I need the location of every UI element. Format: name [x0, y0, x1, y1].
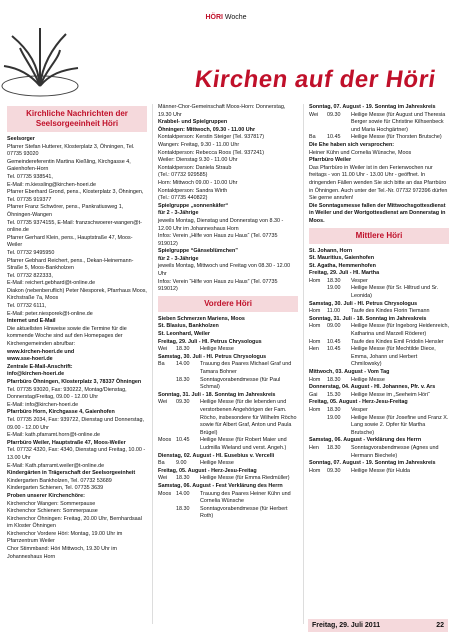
- service-description: Heilige Messe: [351, 376, 385, 383]
- service-location: Gai: [309, 391, 318, 398]
- text-heading: Pfarrbüro Öhningen, Klosterplatz 3, 78337 Öhningen: [7, 379, 142, 385]
- text-heading: Sonntag, 31. Juli - 18. Sonntag im Jahreskreis: [309, 315, 427, 322]
- masthead-brand: HÖRI: [205, 14, 223, 21]
- text-line: Kindergarten Schienen, Tel. 07735 3639: [7, 485, 104, 492]
- service-description: Heilige Messe (für Sr. Hiltrud und Sr. Leonida): [351, 285, 439, 300]
- text-heading: Samstag, 06. August - Fest Verklärung des Herrn: [158, 482, 283, 489]
- service-row: [309, 323, 449, 338]
- text-heading: Samstag, 30. Juli - Hl. Petrus Chrysologus: [309, 300, 418, 307]
- service-time: 15.30: [327, 391, 341, 398]
- text-heading: Spielgruppe “Gänseblümchen”: [158, 248, 238, 255]
- service-location: Hom: [309, 376, 321, 383]
- text-line: Pfarrer Eberhard Grond, pens., Klosterplatz 3, Öhningen, Tel. 07735 919377: [7, 189, 144, 203]
- text-heading: Samstag, 30. Juli - Hl. Petrus Chrysologus: [158, 353, 267, 360]
- service-description: Taufe des Kindes Emil Fridolin Hensler: [351, 338, 444, 345]
- column-2: [158, 104, 298, 521]
- text-heading: Freitag, 29. Juli - Hl. Petrus Chrysologus: [158, 338, 262, 345]
- text-heading: Freitag, 05. August - Herz-Jesu-Freitag: [309, 399, 408, 406]
- text-heading: Donnerstag, 04. August - Hl. Johannes, Pfr. v. Ars: [309, 384, 436, 391]
- text-line: Infos: Verein „Hilfe von Haus zu Haus“ (Tel. 07735 919012): [158, 233, 278, 247]
- column-3-body: [309, 248, 449, 476]
- text-heading: Samstag, 06. August - Verklärung des Herrn: [309, 437, 422, 444]
- service-location: [309, 415, 327, 438]
- text-heading: Sonntag, 07. August - 19. Sonntag im Jahreskreis: [309, 460, 436, 467]
- service-time: 09.30: [176, 399, 190, 406]
- service-location: Hom: [309, 467, 321, 474]
- text-line: Männer-Chor-Gemeinschaft Moos-Horn: Donnerstag, 19.30 Uhr: [158, 104, 286, 118]
- text-heading: für 2 - 3-Jährige: [158, 210, 199, 217]
- text-line: Heiner Kühn und Cornelia Wünsche, Moos: [309, 149, 412, 156]
- text-line: Gemeindereferentin Martina Kießling, Kirchgasse 4, Gaienhofen-Horn: [7, 158, 131, 173]
- text-line: E-Mail: Kath.pfarramt.weiler@t-online.de: [7, 462, 105, 469]
- text-heading: Zentrale E-Mail-Anschrift:: [7, 363, 73, 370]
- service-description: Heilige Messe im „Seeheim Höri“: [351, 391, 430, 398]
- service-description: Heilige Messe (für Emma Riedmüller): [200, 475, 290, 482]
- text-line: Tel. 07735 2034, Fax: 939722, Dienstag und Donnerstag, 09.00 - 12.00 Uhr: [7, 416, 144, 431]
- text-heading: Seelsorger: [7, 136, 35, 142]
- masthead: [0, 14, 452, 21]
- service-location: Moos: [158, 490, 172, 497]
- masthead-section: Woche: [224, 14, 247, 21]
- service-description: Heilige Messe (für die lebenden und verstorbenen Angehörigen der Fam. Röcho, insbesondere für Wilhelm Röcho sowie für Albert Graf, Anton und Paula Brügel): [200, 399, 297, 436]
- service-time: 18.30: [327, 406, 341, 413]
- text-heading: für 2 - 3-Jährige: [158, 255, 199, 262]
- service-location: Hom: [309, 308, 321, 315]
- service-location: Wei: [158, 346, 168, 353]
- service-row: [309, 407, 449, 415]
- service-row: [158, 460, 298, 468]
- text-heading: www.kirchen-hoeri.de und: [7, 348, 75, 355]
- text-line: Tel. 07735 938541,: [7, 173, 53, 180]
- service-row: [309, 278, 449, 286]
- text-line: Tel. 07732 822333,: [7, 272, 53, 279]
- service-location: Hen: [309, 444, 319, 451]
- column-3: [309, 104, 449, 475]
- text-line: Kontaktperson: Rebecca Roos (Tel. 937241): [158, 149, 265, 156]
- service-time: 09.30: [327, 467, 341, 474]
- service-row: [309, 308, 449, 316]
- column-2-body: [158, 316, 298, 521]
- service-description: Heilige Messe (für Josefine und Franz X. Lang sowie 2. Opfer für Martha Brutsche): [351, 414, 449, 436]
- service-location: Hen: [309, 346, 319, 353]
- text-heading: St. Johann, Horn: [309, 247, 353, 254]
- text-line: Pfarrer Franz Schwörer, pens., Pankratiusweg 1, Öhningen-Wangen: [7, 204, 124, 218]
- text-line: E-Mail: m.kiessling@kirchen-hoeri.de: [7, 181, 97, 188]
- text-heading: Sieben Schmerzen Mariens, Moos: [158, 315, 245, 322]
- text-heading: Dienstag, 02. August - Hl. Eusebius v. Vercelli: [158, 452, 275, 459]
- page-title: Kirchen auf der Höri: [193, 66, 438, 93]
- service-row: [309, 392, 449, 400]
- service-row: [158, 377, 298, 392]
- text-heading: Freitag, 29. Juli - Hl. Martha: [309, 270, 380, 277]
- footer-page-number: 22: [436, 622, 444, 629]
- service-description: Sonntagvorabendmesse (für Paul Schmal): [200, 376, 281, 391]
- text-heading: Pfarrbüro Weiler: [309, 157, 352, 164]
- text-line: Tel. 07732 4320, Fax: 4340, Dienstag und Freitag, 10.00 - 13.00 Uhr: [7, 447, 146, 461]
- service-location: Hom: [309, 406, 321, 413]
- text-line: Pfarrer Gerhard Klein, pens., Hauptstraße 47, Moos-Weiler: [7, 234, 133, 249]
- text-heading: Internet und E-Mail: [7, 318, 56, 325]
- section-heading-mittlere-hoeri: Mittlere Höri: [309, 228, 449, 244]
- text-line: Kirchenchor Öhningen: Freitag, 20.00 Uhr, Bernhardsaal im Kloster Öhningen: [7, 515, 142, 530]
- text-heading: Öhningen: Mittwoch, 09.30 - 11.00 Uhr: [158, 126, 256, 133]
- text-heading: Sonntag, 31. Juli - 18. Sonntag im Jahreskreis: [158, 391, 276, 398]
- service-location: [158, 377, 176, 392]
- service-time: 14.00: [176, 490, 190, 497]
- service-description: Heilige Messe (für Ingeborg Heidenreich, Katharina und Marzell Röderer): [351, 323, 449, 338]
- text-line: E-Mail: reichert.gebhard@t-online.de: [7, 280, 96, 287]
- service-row: [309, 112, 449, 135]
- text-line: (Tel.: 07732 929585): [158, 172, 208, 179]
- text-line: Tel. 07735 9374155, E-Mail: franzschwoerer-wangen@t-online.de: [7, 219, 142, 234]
- text-line: Kontaktperson: Sandra Wirth: [158, 187, 228, 194]
- service-location: Hom: [309, 323, 321, 330]
- text-line: E-Mail: kath.pfarramt.horn@t-online.de: [7, 432, 100, 439]
- column-1: [7, 104, 147, 561]
- service-row: [158, 361, 298, 376]
- text-heading: St. Mauritius, Gaienhofen: [309, 255, 374, 262]
- text-heading: www.sse-hoeri.de: [7, 356, 53, 363]
- service-time: 09.00: [327, 323, 341, 330]
- text-heading: Die Sonntagsmesse fallen der Mittwochsgottesdienst in Weiler und der Wortgottesdienst am Donnerstag in Moos.: [309, 202, 446, 224]
- service-description: Heilige Messe (für Hulda: [351, 467, 411, 474]
- text-line: E-Mail: info@kirchen-hoeri.de: [7, 401, 79, 408]
- service-location: Ba: [309, 134, 316, 141]
- text-heading: St. Leonhard, Weiler: [158, 331, 211, 338]
- text-line: Wangen: Freitag, 9.30 - 11.00 Uhr: [158, 141, 240, 148]
- text-heading: St. Agatha, Hemmenhofen: [309, 262, 376, 269]
- service-time: 10.45: [327, 134, 341, 141]
- text-line: Kirchenchor Wangen: Sommerpause: [7, 500, 96, 507]
- text-line: Kindergarten Bankholzen, Tel. 07732 53689: [7, 477, 112, 484]
- service-time: 14.00: [176, 361, 190, 368]
- service-row: [309, 346, 449, 369]
- service-location: Ba: [158, 460, 165, 467]
- service-row: [309, 377, 449, 385]
- text-line: Diakon (nebenberuflich) Peter Niesporek, Pfarrhaus Moos, Kirchstraße 7a, Moos: [7, 287, 147, 302]
- service-location: [309, 285, 327, 300]
- service-time: 18.30: [327, 444, 341, 451]
- page-footer: [308, 619, 448, 632]
- service-description: Vesper: [351, 277, 368, 284]
- text-line: Pfarrer Stefan Hutterer, Klosterplatz 3, Öhningen, Tel. 07735 93020: [7, 143, 135, 158]
- text-heading: Krabbel- und Spielgruppen: [158, 119, 228, 126]
- text-heading: Freitag, 05. August - Herz-Jesu-Freitag: [158, 467, 257, 474]
- text-line: Tel. 07735 93020, Fax: 930222, Montag/Dienstag, Donnerstag/Freitag, 09.00 - 12.00 Uhr: [7, 386, 127, 401]
- service-location: Wei: [158, 475, 168, 482]
- text-heading: Pfarrbüro Horn, Kirchgasse 4, Gaienhofen: [7, 409, 115, 416]
- text-heading: Proben unserer Kirchenchöre:: [7, 492, 85, 499]
- column-3-top: [309, 104, 449, 226]
- text-line: E-Mail: peter.niesporek@t-online.de: [7, 310, 93, 317]
- service-time: 18.30: [176, 505, 190, 512]
- service-row: [309, 415, 449, 438]
- text-heading: info@kirchen-hoeri.de: [7, 371, 65, 378]
- service-time: 18.30: [176, 346, 190, 353]
- service-row: [309, 445, 449, 460]
- service-description: Vesper: [351, 406, 368, 413]
- service-time: 10.45: [327, 346, 341, 353]
- text-heading: Die Ehe haben sich versprochen:: [309, 141, 395, 148]
- service-location: Moos: [158, 437, 172, 444]
- service-description: Heilige Messe (für Robert Maier und Ludmilla Wieland und verst. Angeh.): [200, 437, 287, 451]
- service-time: 19.00: [327, 285, 341, 292]
- service-row: [158, 491, 298, 506]
- service-row: [158, 506, 298, 521]
- service-description: Heilige Messe (für Mechtilde Diece, Emma, Johann und Herbert Chmilowsky): [351, 346, 436, 368]
- service-location: [158, 506, 176, 521]
- service-time: 09.30: [327, 111, 341, 118]
- text-line: Tel. 07732 6111,: [7, 303, 47, 310]
- text-line: jeweils Montag, Dienstag und Donnerstag von 8.30 - 12.00 Uhr im Johanneshaus Horn: [158, 217, 284, 232]
- service-time: 18.30: [176, 475, 190, 482]
- text-heading: Mittwoch, 03. August - Vom Tag: [309, 369, 390, 375]
- service-time: 10.45: [327, 338, 341, 345]
- section-heading-vordere-hoeri: Vordere Höri: [158, 296, 298, 312]
- service-description: Taufe des Kindes Florin Tiemann: [351, 308, 430, 315]
- service-location: Wei: [309, 111, 319, 118]
- service-row: [309, 468, 449, 476]
- section-heading-seelsorge: Kirchliche Nachrichten der Seelsorgeeinheit Höri: [7, 106, 147, 132]
- service-description: Heilige Messe (für Thorsten Brutsche): [351, 134, 442, 141]
- service-description: Trauung des Paares Heiner Kühn und Cornelia Wünsche: [200, 490, 291, 505]
- service-description: Sonntagvorabendmesse (für Herbert Roth): [200, 505, 288, 520]
- text-heading: Pfarrbüro Weiler, Hauptstraße 47, Moos-Weiler: [7, 439, 126, 446]
- text-line: Kontaktperson: Kerstin Steiger (Tel. 937817): [158, 134, 265, 141]
- text-line: Die aktuellsten Hinweise sowie die Termine für die kommende Woche sind auf den Homepages der Kirchengemeinden abrufbar:: [7, 325, 127, 348]
- text-line: Horn: Mittwoch 09.00 - 10.00 Uhr: [158, 179, 238, 186]
- service-location: Ba: [158, 361, 165, 368]
- text-line: Infos: Verein “Hilfe von Haus zu Haus” (Tel. 07735 919012): [158, 278, 278, 293]
- text-line: Chor Stimmband: Höri Mittwoch, 19.30 Uhr im Johanneshaus Horn: [7, 546, 117, 560]
- text-line: jeweils Montag, Mittwoch und Freitag von 08.30 - 12.00 Uhr: [158, 263, 291, 278]
- service-description: Trauung des Paares Michael Graf und Tamara Bohner: [200, 361, 292, 375]
- text-line: (Tel.: 07735 440822): [158, 195, 208, 202]
- service-description: Heilige Messe: [200, 346, 234, 353]
- column-1-body: [7, 136, 147, 561]
- service-row: [309, 339, 449, 347]
- text-line: Das Pfarrbüro in Weiler ist in den Ferienwochen nur freitags - von 11.00 Uhr - 13.00 Uhr - geöffnet. In dringenden Fällen wenden Sie sich bitte an das Pfarrbüro in Öhningen. Auch unter der Tel.-Nr. 07732 972396 dürfen Sie gerne anrufen!: [309, 164, 448, 202]
- service-row: [158, 475, 298, 483]
- service-time: 10.45: [176, 437, 190, 444]
- service-time: 18.30: [327, 376, 341, 383]
- text-heading: Spielgruppe „sonnenkäfer“: [158, 202, 229, 209]
- text-line: Pfarrer Gebhard Reichert, pens., Dekan-Heinemann-Straße 5, Moos-Bankholzen: [7, 257, 134, 272]
- service-description: Sonntagvorabendmesse (Agnes und Hermann Biechele): [351, 444, 439, 459]
- text-line: Kontaktperson: Daniela Straub: [158, 164, 232, 171]
- service-row: [309, 285, 449, 300]
- service-row: [158, 346, 298, 354]
- service-description: Heilige Messe: [200, 460, 234, 467]
- service-location: Wei: [158, 399, 168, 406]
- service-time: 9.00: [176, 460, 187, 467]
- text-line: Kirchenchor Schienen: Sommerpause: [7, 508, 98, 515]
- service-row: [309, 134, 449, 142]
- service-description: Heilige Messe (für August und Theresia Berger sowie für Christine Kilhsenbeck und Maria Hochgärtner): [351, 111, 446, 133]
- service-row: [158, 399, 298, 437]
- text-line: Weiler: Dienstag 9.30 - 11.00 Uhr: [158, 157, 238, 164]
- service-row: [158, 437, 298, 452]
- text-heading: Kindergärten in Trägerschaft der Seelsorgeeinheit: [7, 470, 136, 477]
- service-time: 18.30: [327, 277, 341, 284]
- service-location: Hom: [309, 277, 321, 284]
- text-heading: Sonntag, 07. August - 19. Sonntag im Jahreskreis: [309, 104, 436, 110]
- column-2-top: [158, 104, 298, 294]
- service-time: 11.00: [327, 308, 341, 315]
- service-location: Hom: [309, 338, 321, 345]
- text-line: Tel. 07732 9495950: [7, 249, 55, 256]
- text-line: Kirchenchor Vordere Höri: Montag, 19.00 Uhr im Pfarrzentrum Weiler: [7, 530, 123, 545]
- service-time: 19.00: [327, 414, 341, 421]
- footer-date: Freitag, 29. Juli 2011: [312, 622, 381, 629]
- service-time: 18.30: [176, 376, 190, 383]
- text-heading: St. Blasius, Bankholzen: [158, 323, 219, 330]
